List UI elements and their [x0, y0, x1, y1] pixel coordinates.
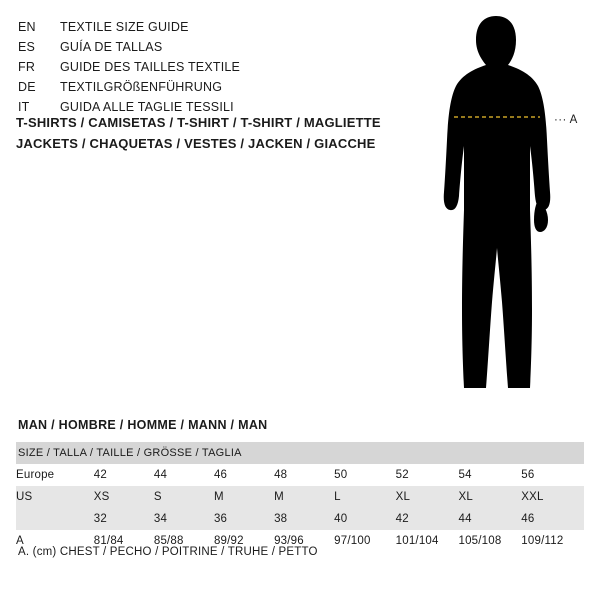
cell: XXL [521, 486, 584, 508]
cell: 46 [521, 508, 584, 530]
cell: 109/112 [521, 530, 584, 552]
language-row [18, 17, 378, 37]
language-code: IT [18, 100, 30, 114]
row-label: A [16, 530, 94, 552]
cell: L [334, 486, 395, 508]
cell: 44 [154, 464, 214, 486]
cell: 52 [396, 464, 459, 486]
table-header-row [16, 442, 584, 464]
cell: 54 [458, 464, 521, 486]
language-list [18, 17, 378, 117]
cell: 48 [274, 464, 334, 486]
cell: 85/88 [154, 530, 214, 552]
cell: 81/84 [94, 530, 154, 552]
cell: 56 [521, 464, 584, 486]
language-code: EN [18, 20, 36, 34]
table-row [16, 486, 584, 508]
cell: M [214, 486, 274, 508]
cell: 46 [214, 464, 274, 486]
table-row [16, 508, 584, 530]
language-text: TEXTILGRÖßENFÜHRUNG [60, 80, 223, 94]
category-headings [16, 112, 436, 154]
size-table [16, 442, 584, 552]
cell: 40 [334, 508, 395, 530]
language-text: TEXTILE SIZE GUIDE [60, 20, 189, 34]
language-row [18, 77, 378, 97]
table-row [16, 464, 584, 486]
row-label [16, 508, 94, 530]
language-text: GUIDE DES TAILLES TEXTILE [60, 60, 241, 74]
footnote: A. (cm) CHEST / PECHO / POITRINE / TRUHE / PETTO [18, 546, 318, 558]
measure-label-a: ··· A [554, 114, 578, 126]
language-code: ES [18, 40, 36, 54]
table-title: MAN / HOMBRE / HOMME / MANN / MAN [18, 418, 268, 432]
cell: 32 [94, 508, 154, 530]
cell: 93/96 [274, 530, 334, 552]
cell: 36 [214, 508, 274, 530]
cell: 44 [458, 508, 521, 530]
cell: 38 [274, 508, 334, 530]
cell: S [154, 486, 214, 508]
cell: XL [396, 486, 459, 508]
cell: M [274, 486, 334, 508]
row-label: US [16, 486, 94, 508]
category-jackets: JACKETS / CHAQUETAS / VESTES / JACKEN / GIACCHE [16, 136, 376, 151]
table-header-label: SIZE / TALLA / TAILLE / GRÖSSE / TAGLIA [16, 442, 584, 464]
cell: XL [458, 486, 521, 508]
language-code: FR [18, 60, 36, 74]
cell: 42 [94, 464, 154, 486]
mannequin-figure [398, 10, 598, 400]
cell: 50 [334, 464, 395, 486]
cell: 42 [396, 508, 459, 530]
cell: 97/100 [334, 530, 395, 552]
language-row [18, 57, 378, 77]
cell: XS [94, 486, 154, 508]
row-label: Europe [16, 464, 94, 486]
category-tshirts: T-SHIRTS / CAMISETAS / T-SHIRT / T-SHIRT / MAGLIETTE [16, 115, 381, 130]
cell: 34 [154, 508, 214, 530]
language-text: GUIDA ALLE TAGLIE TESSILI [60, 100, 234, 114]
cell: 105/108 [458, 530, 521, 552]
language-row [18, 37, 378, 57]
language-code: DE [18, 80, 36, 94]
cell: 101/104 [396, 530, 459, 552]
cell: 89/92 [214, 530, 274, 552]
male-silhouette-icon [398, 10, 598, 400]
language-text: GUÍA DE TALLAS [60, 40, 163, 54]
